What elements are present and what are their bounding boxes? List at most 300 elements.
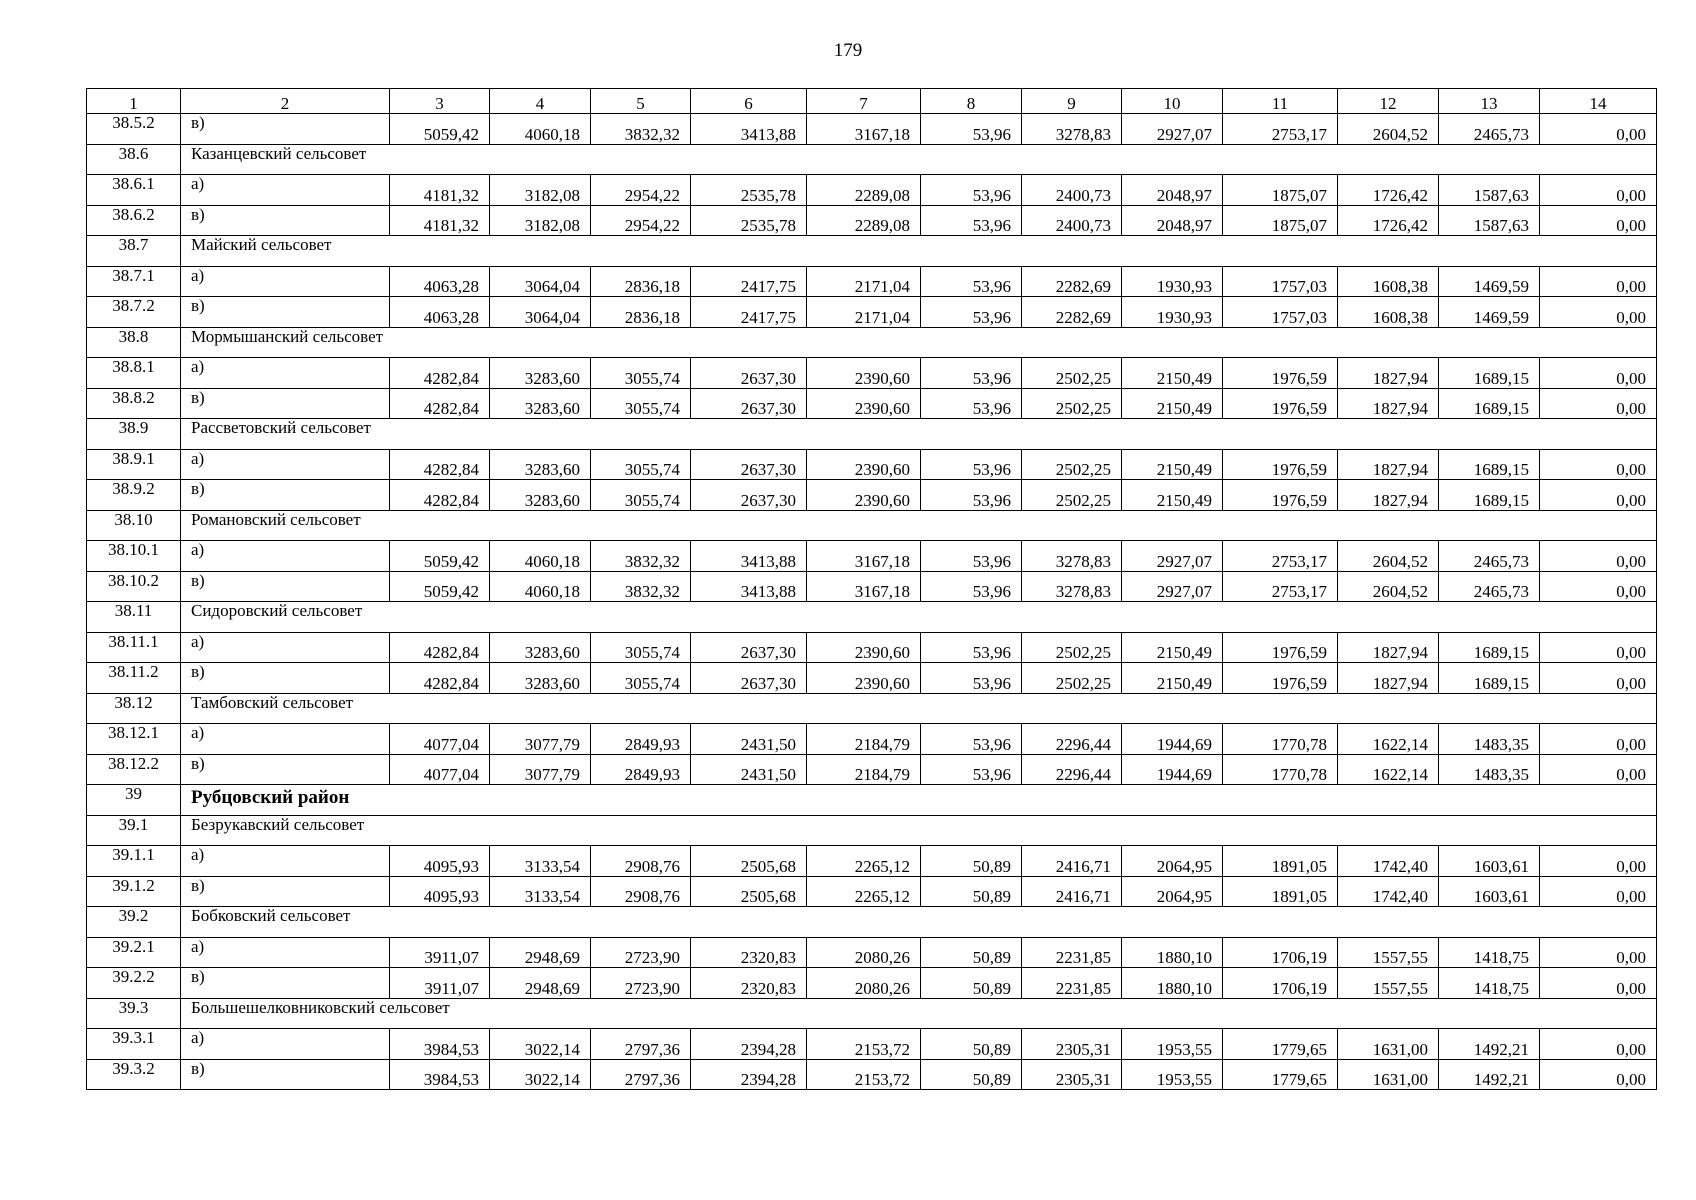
- value-cell: 5059,42: [390, 571, 490, 602]
- value-cell: 2265,12: [807, 876, 921, 907]
- value-cell: 0,00: [1540, 754, 1657, 785]
- row-code: 38.9: [87, 419, 181, 450]
- row-code: 39.1.1: [87, 846, 181, 877]
- value-cell: 0,00: [1540, 663, 1657, 694]
- value-cell: 2184,79: [807, 724, 921, 755]
- value-cell: 4282,84: [390, 663, 490, 694]
- table-row: [87, 541, 1657, 572]
- column-header: 5: [591, 89, 691, 114]
- table-row: [87, 754, 1657, 785]
- value-cell: 2797,36: [591, 1059, 691, 1090]
- value-cell: 2417,75: [691, 297, 807, 328]
- section-title: Сидоровский сельсовет: [181, 602, 1657, 633]
- section-title: Безрукавский сельсовет: [181, 815, 1657, 846]
- value-cell: 2416,71: [1022, 846, 1122, 877]
- value-cell: 0,00: [1540, 1059, 1657, 1090]
- table-row: [87, 205, 1657, 236]
- row-code: 39.1.2: [87, 876, 181, 907]
- table-row: [87, 1029, 1657, 1060]
- value-cell: 3167,18: [807, 571, 921, 602]
- value-cell: 2604,52: [1338, 114, 1439, 145]
- value-cell: 2849,93: [591, 724, 691, 755]
- row-label: в): [181, 571, 390, 602]
- value-cell: 1779,65: [1223, 1059, 1338, 1090]
- section-title: Майский сельсовет: [181, 236, 1657, 267]
- value-cell: 0,00: [1540, 175, 1657, 206]
- row-code: 38.7: [87, 236, 181, 267]
- value-cell: 1631,00: [1338, 1029, 1439, 1060]
- value-cell: 1608,38: [1338, 266, 1439, 297]
- value-cell: 2465,73: [1439, 541, 1540, 572]
- value-cell: 1770,78: [1223, 724, 1338, 755]
- value-cell: 0,00: [1540, 266, 1657, 297]
- value-cell: 2637,30: [691, 480, 807, 511]
- value-cell: 2908,76: [591, 876, 691, 907]
- value-cell: 4063,28: [390, 266, 490, 297]
- value-cell: 1757,03: [1223, 266, 1338, 297]
- row-code: 38.5.2: [87, 114, 181, 145]
- value-cell: 1976,59: [1223, 663, 1338, 694]
- row-code: 38.7.1: [87, 266, 181, 297]
- value-cell: 2502,25: [1022, 663, 1122, 694]
- value-cell: 2153,72: [807, 1059, 921, 1090]
- value-cell: 1608,38: [1338, 297, 1439, 328]
- row-label: в): [181, 876, 390, 907]
- value-cell: 1622,14: [1338, 754, 1439, 785]
- value-cell: 1483,35: [1439, 754, 1540, 785]
- value-cell: 1689,15: [1439, 632, 1540, 663]
- row-label: а): [181, 632, 390, 663]
- row-code: 38.8.1: [87, 358, 181, 389]
- value-cell: 2064,95: [1122, 846, 1223, 877]
- row-code: 38.8: [87, 327, 181, 358]
- value-cell: 2502,25: [1022, 358, 1122, 389]
- value-cell: 3413,88: [691, 571, 807, 602]
- table-row: [87, 632, 1657, 663]
- row-code: 38.9.2: [87, 480, 181, 511]
- value-cell: 2637,30: [691, 388, 807, 419]
- value-cell: 1726,42: [1338, 205, 1439, 236]
- value-cell: 2394,28: [691, 1059, 807, 1090]
- value-cell: 3278,83: [1022, 541, 1122, 572]
- value-cell: 2153,72: [807, 1029, 921, 1060]
- value-cell: 1875,07: [1223, 205, 1338, 236]
- value-cell: 0,00: [1540, 297, 1657, 328]
- section-row: [87, 144, 1657, 175]
- value-cell: 4060,18: [490, 114, 591, 145]
- value-cell: 3984,53: [390, 1059, 490, 1090]
- value-cell: 2231,85: [1022, 968, 1122, 999]
- row-label: а): [181, 449, 390, 480]
- value-cell: 3278,83: [1022, 571, 1122, 602]
- value-cell: 2296,44: [1022, 724, 1122, 755]
- value-cell: 1953,55: [1122, 1059, 1223, 1090]
- value-cell: 1976,59: [1223, 358, 1338, 389]
- value-cell: 1944,69: [1122, 724, 1223, 755]
- section-title: Казанцевский сельсовет: [181, 144, 1657, 175]
- table-body: [87, 114, 1657, 1090]
- table-row: [87, 266, 1657, 297]
- value-cell: 1469,59: [1439, 297, 1540, 328]
- section-title: Большешелковниковский сельсовет: [181, 998, 1657, 1029]
- value-cell: 2150,49: [1122, 388, 1223, 419]
- value-cell: 2927,07: [1122, 571, 1223, 602]
- value-cell: 2954,22: [591, 205, 691, 236]
- value-cell: 1930,93: [1122, 297, 1223, 328]
- value-cell: 2390,60: [807, 480, 921, 511]
- value-cell: 2505,68: [691, 846, 807, 877]
- row-label: в): [181, 968, 390, 999]
- value-cell: 1891,05: [1223, 846, 1338, 877]
- row-label: а): [181, 175, 390, 206]
- value-cell: 1742,40: [1338, 846, 1439, 877]
- column-header-row: [87, 89, 1657, 114]
- value-cell: 2394,28: [691, 1029, 807, 1060]
- table-row: [87, 937, 1657, 968]
- value-cell: 1689,15: [1439, 480, 1540, 511]
- value-cell: 50,89: [921, 968, 1022, 999]
- table-row: [87, 663, 1657, 694]
- row-label: в): [181, 205, 390, 236]
- value-cell: 0,00: [1540, 480, 1657, 511]
- section-row: [87, 907, 1657, 938]
- row-label: в): [181, 480, 390, 511]
- value-cell: 2400,73: [1022, 175, 1122, 206]
- value-cell: 1587,63: [1439, 175, 1540, 206]
- value-cell: 53,96: [921, 480, 1022, 511]
- table-row: [87, 876, 1657, 907]
- value-cell: 2954,22: [591, 175, 691, 206]
- value-cell: 1757,03: [1223, 297, 1338, 328]
- section-row: [87, 510, 1657, 541]
- value-cell: 1779,65: [1223, 1029, 1338, 1060]
- value-cell: 1603,61: [1439, 846, 1540, 877]
- section-row: [87, 815, 1657, 846]
- value-cell: 3167,18: [807, 541, 921, 572]
- section-row: [87, 693, 1657, 724]
- row-code: 38.10: [87, 510, 181, 541]
- value-cell: 2502,25: [1022, 388, 1122, 419]
- row-code: 39.3.1: [87, 1029, 181, 1060]
- section-title: Тамбовский сельсовет: [181, 693, 1657, 724]
- column-header: 11: [1223, 89, 1338, 114]
- section-row: [87, 602, 1657, 633]
- value-cell: 3832,32: [591, 114, 691, 145]
- section-title: Мормышанский сельсовет: [181, 327, 1657, 358]
- row-label: в): [181, 663, 390, 694]
- value-cell: 0,00: [1540, 968, 1657, 999]
- value-cell: 0,00: [1540, 724, 1657, 755]
- value-cell: 0,00: [1540, 937, 1657, 968]
- row-code: 38.11.1: [87, 632, 181, 663]
- table-row: [87, 571, 1657, 602]
- value-cell: 1631,00: [1338, 1059, 1439, 1090]
- value-cell: 2849,93: [591, 754, 691, 785]
- value-cell: 2064,95: [1122, 876, 1223, 907]
- value-cell: 2171,04: [807, 297, 921, 328]
- value-cell: 50,89: [921, 846, 1022, 877]
- value-cell: 1557,55: [1338, 968, 1439, 999]
- value-cell: 0,00: [1540, 449, 1657, 480]
- table-row: [87, 114, 1657, 145]
- row-code: 38.9.1: [87, 449, 181, 480]
- value-cell: 3283,60: [490, 449, 591, 480]
- value-cell: 1726,42: [1338, 175, 1439, 206]
- tariff-table: [86, 88, 1657, 1090]
- value-cell: 4282,84: [390, 449, 490, 480]
- value-cell: 3077,79: [490, 754, 591, 785]
- value-cell: 1827,94: [1338, 480, 1439, 511]
- value-cell: 3283,60: [490, 663, 591, 694]
- column-header: 7: [807, 89, 921, 114]
- value-cell: 2080,26: [807, 968, 921, 999]
- row-code: 38.6.2: [87, 205, 181, 236]
- value-cell: 2502,25: [1022, 480, 1122, 511]
- row-label: а): [181, 358, 390, 389]
- section-row: [87, 998, 1657, 1029]
- value-cell: 53,96: [921, 754, 1022, 785]
- value-cell: 1976,59: [1223, 449, 1338, 480]
- value-cell: 5059,42: [390, 114, 490, 145]
- value-cell: 2465,73: [1439, 571, 1540, 602]
- value-cell: 0,00: [1540, 388, 1657, 419]
- value-cell: 2927,07: [1122, 541, 1223, 572]
- row-code: 39.2.1: [87, 937, 181, 968]
- value-cell: 53,96: [921, 541, 1022, 572]
- value-cell: 53,96: [921, 297, 1022, 328]
- row-code: 38.11.2: [87, 663, 181, 694]
- value-cell: 1827,94: [1338, 663, 1439, 694]
- column-header: 9: [1022, 89, 1122, 114]
- section-row: [87, 236, 1657, 267]
- value-cell: 3133,54: [490, 876, 591, 907]
- value-cell: 2637,30: [691, 632, 807, 663]
- value-cell: 1557,55: [1338, 937, 1439, 968]
- value-cell: 2948,69: [490, 968, 591, 999]
- value-cell: 2416,71: [1022, 876, 1122, 907]
- value-cell: 2604,52: [1338, 541, 1439, 572]
- value-cell: 5059,42: [390, 541, 490, 572]
- value-cell: 2948,69: [490, 937, 591, 968]
- value-cell: 2753,17: [1223, 114, 1338, 145]
- value-cell: 1880,10: [1122, 968, 1223, 999]
- value-cell: 0,00: [1540, 571, 1657, 602]
- value-cell: 3064,04: [490, 297, 591, 328]
- value-cell: 4282,84: [390, 632, 490, 663]
- section-row: [87, 419, 1657, 450]
- value-cell: 2465,73: [1439, 114, 1540, 145]
- value-cell: 3832,32: [591, 571, 691, 602]
- value-cell: 1944,69: [1122, 754, 1223, 785]
- value-cell: 53,96: [921, 663, 1022, 694]
- row-code: 38.8.2: [87, 388, 181, 419]
- row-label: а): [181, 1029, 390, 1060]
- value-cell: 1875,07: [1223, 175, 1338, 206]
- column-header: 6: [691, 89, 807, 114]
- value-cell: 3055,74: [591, 663, 691, 694]
- value-cell: 53,96: [921, 449, 1022, 480]
- value-cell: 2282,69: [1022, 266, 1122, 297]
- row-label: в): [181, 754, 390, 785]
- value-cell: 2231,85: [1022, 937, 1122, 968]
- value-cell: 2184,79: [807, 754, 921, 785]
- value-cell: 1483,35: [1439, 724, 1540, 755]
- row-label: а): [181, 937, 390, 968]
- value-cell: 3911,07: [390, 937, 490, 968]
- table-row: [87, 388, 1657, 419]
- value-cell: 0,00: [1540, 358, 1657, 389]
- value-cell: 53,96: [921, 632, 1022, 663]
- row-code: 38.10.2: [87, 571, 181, 602]
- table-row: [87, 846, 1657, 877]
- value-cell: 2150,49: [1122, 632, 1223, 663]
- value-cell: 1827,94: [1338, 358, 1439, 389]
- value-cell: 2723,90: [591, 968, 691, 999]
- value-cell: 2535,78: [691, 175, 807, 206]
- row-code: 39.1: [87, 815, 181, 846]
- value-cell: 2836,18: [591, 297, 691, 328]
- value-cell: 53,96: [921, 175, 1022, 206]
- value-cell: 53,96: [921, 114, 1022, 145]
- value-cell: 53,96: [921, 358, 1022, 389]
- value-cell: 2390,60: [807, 358, 921, 389]
- value-cell: 2753,17: [1223, 541, 1338, 572]
- value-cell: 1587,63: [1439, 205, 1540, 236]
- row-code: 39.3.2: [87, 1059, 181, 1090]
- value-cell: 53,96: [921, 724, 1022, 755]
- row-code: 39.3: [87, 998, 181, 1029]
- value-cell: 3055,74: [591, 358, 691, 389]
- section-title: Бобковский сельсовет: [181, 907, 1657, 938]
- value-cell: 2927,07: [1122, 114, 1223, 145]
- value-cell: 3182,08: [490, 175, 591, 206]
- value-cell: 2505,68: [691, 876, 807, 907]
- value-cell: 4063,28: [390, 297, 490, 328]
- value-cell: 2150,49: [1122, 480, 1223, 511]
- value-cell: 3832,32: [591, 541, 691, 572]
- value-cell: 4095,93: [390, 876, 490, 907]
- value-cell: 53,96: [921, 266, 1022, 297]
- value-cell: 2797,36: [591, 1029, 691, 1060]
- value-cell: 3077,79: [490, 724, 591, 755]
- value-cell: 53,96: [921, 388, 1022, 419]
- row-label: а): [181, 724, 390, 755]
- value-cell: 1976,59: [1223, 480, 1338, 511]
- value-cell: 1492,21: [1439, 1059, 1540, 1090]
- value-cell: 3022,14: [490, 1029, 591, 1060]
- value-cell: 3064,04: [490, 266, 591, 297]
- value-cell: 2836,18: [591, 266, 691, 297]
- row-code: 38.6: [87, 144, 181, 175]
- value-cell: 1689,15: [1439, 449, 1540, 480]
- value-cell: 3283,60: [490, 388, 591, 419]
- table-row: [87, 358, 1657, 389]
- row-label: в): [181, 297, 390, 328]
- row-code: 38.11: [87, 602, 181, 633]
- value-cell: 4181,32: [390, 205, 490, 236]
- section-title: Романовский сельсовет: [181, 510, 1657, 541]
- value-cell: 1930,93: [1122, 266, 1223, 297]
- value-cell: 2150,49: [1122, 663, 1223, 694]
- column-header: 2: [181, 89, 390, 114]
- section-row: [87, 785, 1657, 816]
- value-cell: 0,00: [1540, 541, 1657, 572]
- column-header: 10: [1122, 89, 1223, 114]
- value-cell: 1827,94: [1338, 388, 1439, 419]
- row-label: в): [181, 114, 390, 145]
- section-row: [87, 327, 1657, 358]
- row-code: 38.12.2: [87, 754, 181, 785]
- value-cell: 1689,15: [1439, 388, 1540, 419]
- value-cell: 4282,84: [390, 480, 490, 511]
- row-label: в): [181, 388, 390, 419]
- value-cell: 0,00: [1540, 205, 1657, 236]
- value-cell: 50,89: [921, 876, 1022, 907]
- value-cell: 3283,60: [490, 358, 591, 389]
- value-cell: 3055,74: [591, 388, 691, 419]
- value-cell: 2305,31: [1022, 1059, 1122, 1090]
- value-cell: 0,00: [1540, 114, 1657, 145]
- value-cell: 2390,60: [807, 388, 921, 419]
- value-cell: 3911,07: [390, 968, 490, 999]
- value-cell: 2400,73: [1022, 205, 1122, 236]
- row-label: а): [181, 541, 390, 572]
- value-cell: 0,00: [1540, 632, 1657, 663]
- value-cell: 2296,44: [1022, 754, 1122, 785]
- value-cell: 3055,74: [591, 480, 691, 511]
- table-row: [87, 1059, 1657, 1090]
- value-cell: 53,96: [921, 205, 1022, 236]
- value-cell: 2320,83: [691, 937, 807, 968]
- value-cell: 3022,14: [490, 1059, 591, 1090]
- value-cell: 50,89: [921, 1029, 1022, 1060]
- value-cell: 2390,60: [807, 449, 921, 480]
- row-code: 38.6.1: [87, 175, 181, 206]
- column-header: 3: [390, 89, 490, 114]
- value-cell: 2908,76: [591, 846, 691, 877]
- value-cell: 2637,30: [691, 358, 807, 389]
- value-cell: 3055,74: [591, 449, 691, 480]
- value-cell: 2604,52: [1338, 571, 1439, 602]
- row-label: а): [181, 846, 390, 877]
- table-row: [87, 968, 1657, 999]
- value-cell: 50,89: [921, 1059, 1022, 1090]
- value-cell: 2320,83: [691, 968, 807, 999]
- value-cell: 1891,05: [1223, 876, 1338, 907]
- value-cell: 3283,60: [490, 632, 591, 663]
- row-code: 38.12: [87, 693, 181, 724]
- value-cell: 1418,75: [1439, 937, 1540, 968]
- value-cell: 1689,15: [1439, 663, 1540, 694]
- value-cell: 3167,18: [807, 114, 921, 145]
- value-cell: 1603,61: [1439, 876, 1540, 907]
- row-code: 38.12.1: [87, 724, 181, 755]
- value-cell: 50,89: [921, 937, 1022, 968]
- page-number: 179: [833, 40, 863, 61]
- value-cell: 1827,94: [1338, 449, 1439, 480]
- value-cell: 2417,75: [691, 266, 807, 297]
- value-cell: 1418,75: [1439, 968, 1540, 999]
- value-cell: 2637,30: [691, 449, 807, 480]
- section-title: Рассветовский сельсовет: [181, 419, 1657, 450]
- value-cell: 1706,19: [1223, 937, 1338, 968]
- value-cell: 2723,90: [591, 937, 691, 968]
- column-header: 14: [1540, 89, 1657, 114]
- value-cell: 3283,60: [490, 480, 591, 511]
- table-row: [87, 480, 1657, 511]
- value-cell: 2150,49: [1122, 358, 1223, 389]
- value-cell: 2289,08: [807, 175, 921, 206]
